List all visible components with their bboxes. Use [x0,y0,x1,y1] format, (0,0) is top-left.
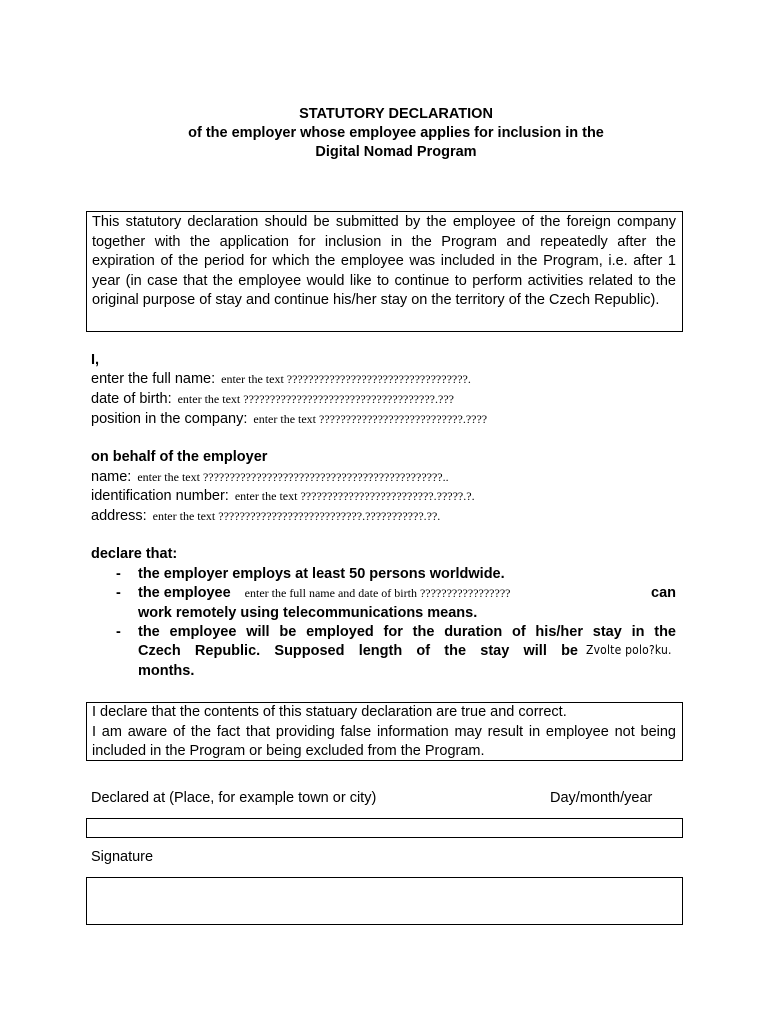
dob-field[interactable]: enter the text ????????????????????????????????????.??? [177,392,454,406]
employer-name-field[interactable]: enter the text ?????????????????????????????????????????????.. [137,470,449,484]
bullet-dash-2: - [116,585,121,601]
employer-id-label: identification number: [91,488,229,504]
full-name-row [91,370,471,390]
employer-id-field[interactable]: enter the text ?????????????????????????.?????.?. [234,489,475,503]
intro-notice-box [86,211,683,332]
signature-field[interactable] [86,877,683,925]
bullet-dash-1: - [116,566,121,582]
full-name-label: enter the full name: [91,371,216,387]
full-name-field[interactable]: enter the text ??????????????????????????????????. [221,372,471,386]
declaration-heading: declare that: [91,546,178,562]
employer-heading: on behalf of the employer [91,449,268,465]
item2-end: can [651,585,676,601]
employer-address-label: address: [91,508,147,524]
dob-row [91,390,454,410]
date-label: Day/month/year [550,790,653,806]
employer-name-label: name: [91,469,132,485]
declaration-item-2-line2: work remotely using telecommunications means. [138,605,478,621]
signature-label: Signature [91,849,154,865]
document-subtitle-line2: Digital Nomad Program [315,144,477,160]
item2-start: the employee [138,585,231,601]
declaration-item-1: the employer employs at least 50 persons worldwide. [138,566,505,582]
bullet-dash-3: - [116,624,121,640]
declaration-item-2 [138,584,676,604]
declaration-item-3-line2: Czech Republic. Supposed length of the stay will be [138,643,578,659]
stay-length-select[interactable]: Zvolte polo?ku. [586,643,672,657]
document-title: STATUTORY DECLARATION [299,106,493,122]
statement-line-2: I am aware of the fact that providing false information may result in employee not being included in the Program or being excluded from the Program. [92,723,676,759]
declarant-heading: I, [91,352,100,368]
employer-address-row [91,507,440,527]
position-row [91,410,487,430]
statement-line-1: I declare that the contents of this statuary declaration are true and correct. [92,704,567,720]
statement-box [86,702,683,761]
document-subtitle-line1: of the employer whose employee applies for inclusion in the [188,125,604,141]
declaration-item-3-line1: the employee will be employed for the duration of his/her stay in the [138,624,676,640]
place-date-field[interactable] [86,818,683,838]
employee-name-dob-field[interactable]: enter the full name and date of birth ????????????????? [244,586,511,600]
declaration-item-3-line3: months. [138,663,195,679]
position-field[interactable]: enter the text ???????????????????????????.???? [253,412,488,426]
employer-name-row [91,468,449,488]
position-label: position in the company: [91,411,248,427]
employer-address-field[interactable]: enter the text ???????????????????????????.???????????.??. [152,509,441,523]
employer-id-row [91,487,475,507]
dob-label: date of birth: [91,391,172,407]
place-label: Declared at (Place, for example town or city) [91,790,377,806]
intro-notice-text: This statutory declaration should be submitted by the employee of the foreign company together with the application for inclusion in the Program and repeatedly after the expiration of the period for which the employee was included in the Program, i.e. after 1 year (in case that the employee would like to continue to perform activities related to the original purpose of stay and continue his/her stay on the territory of the Czech Republic). [92,214,676,308]
